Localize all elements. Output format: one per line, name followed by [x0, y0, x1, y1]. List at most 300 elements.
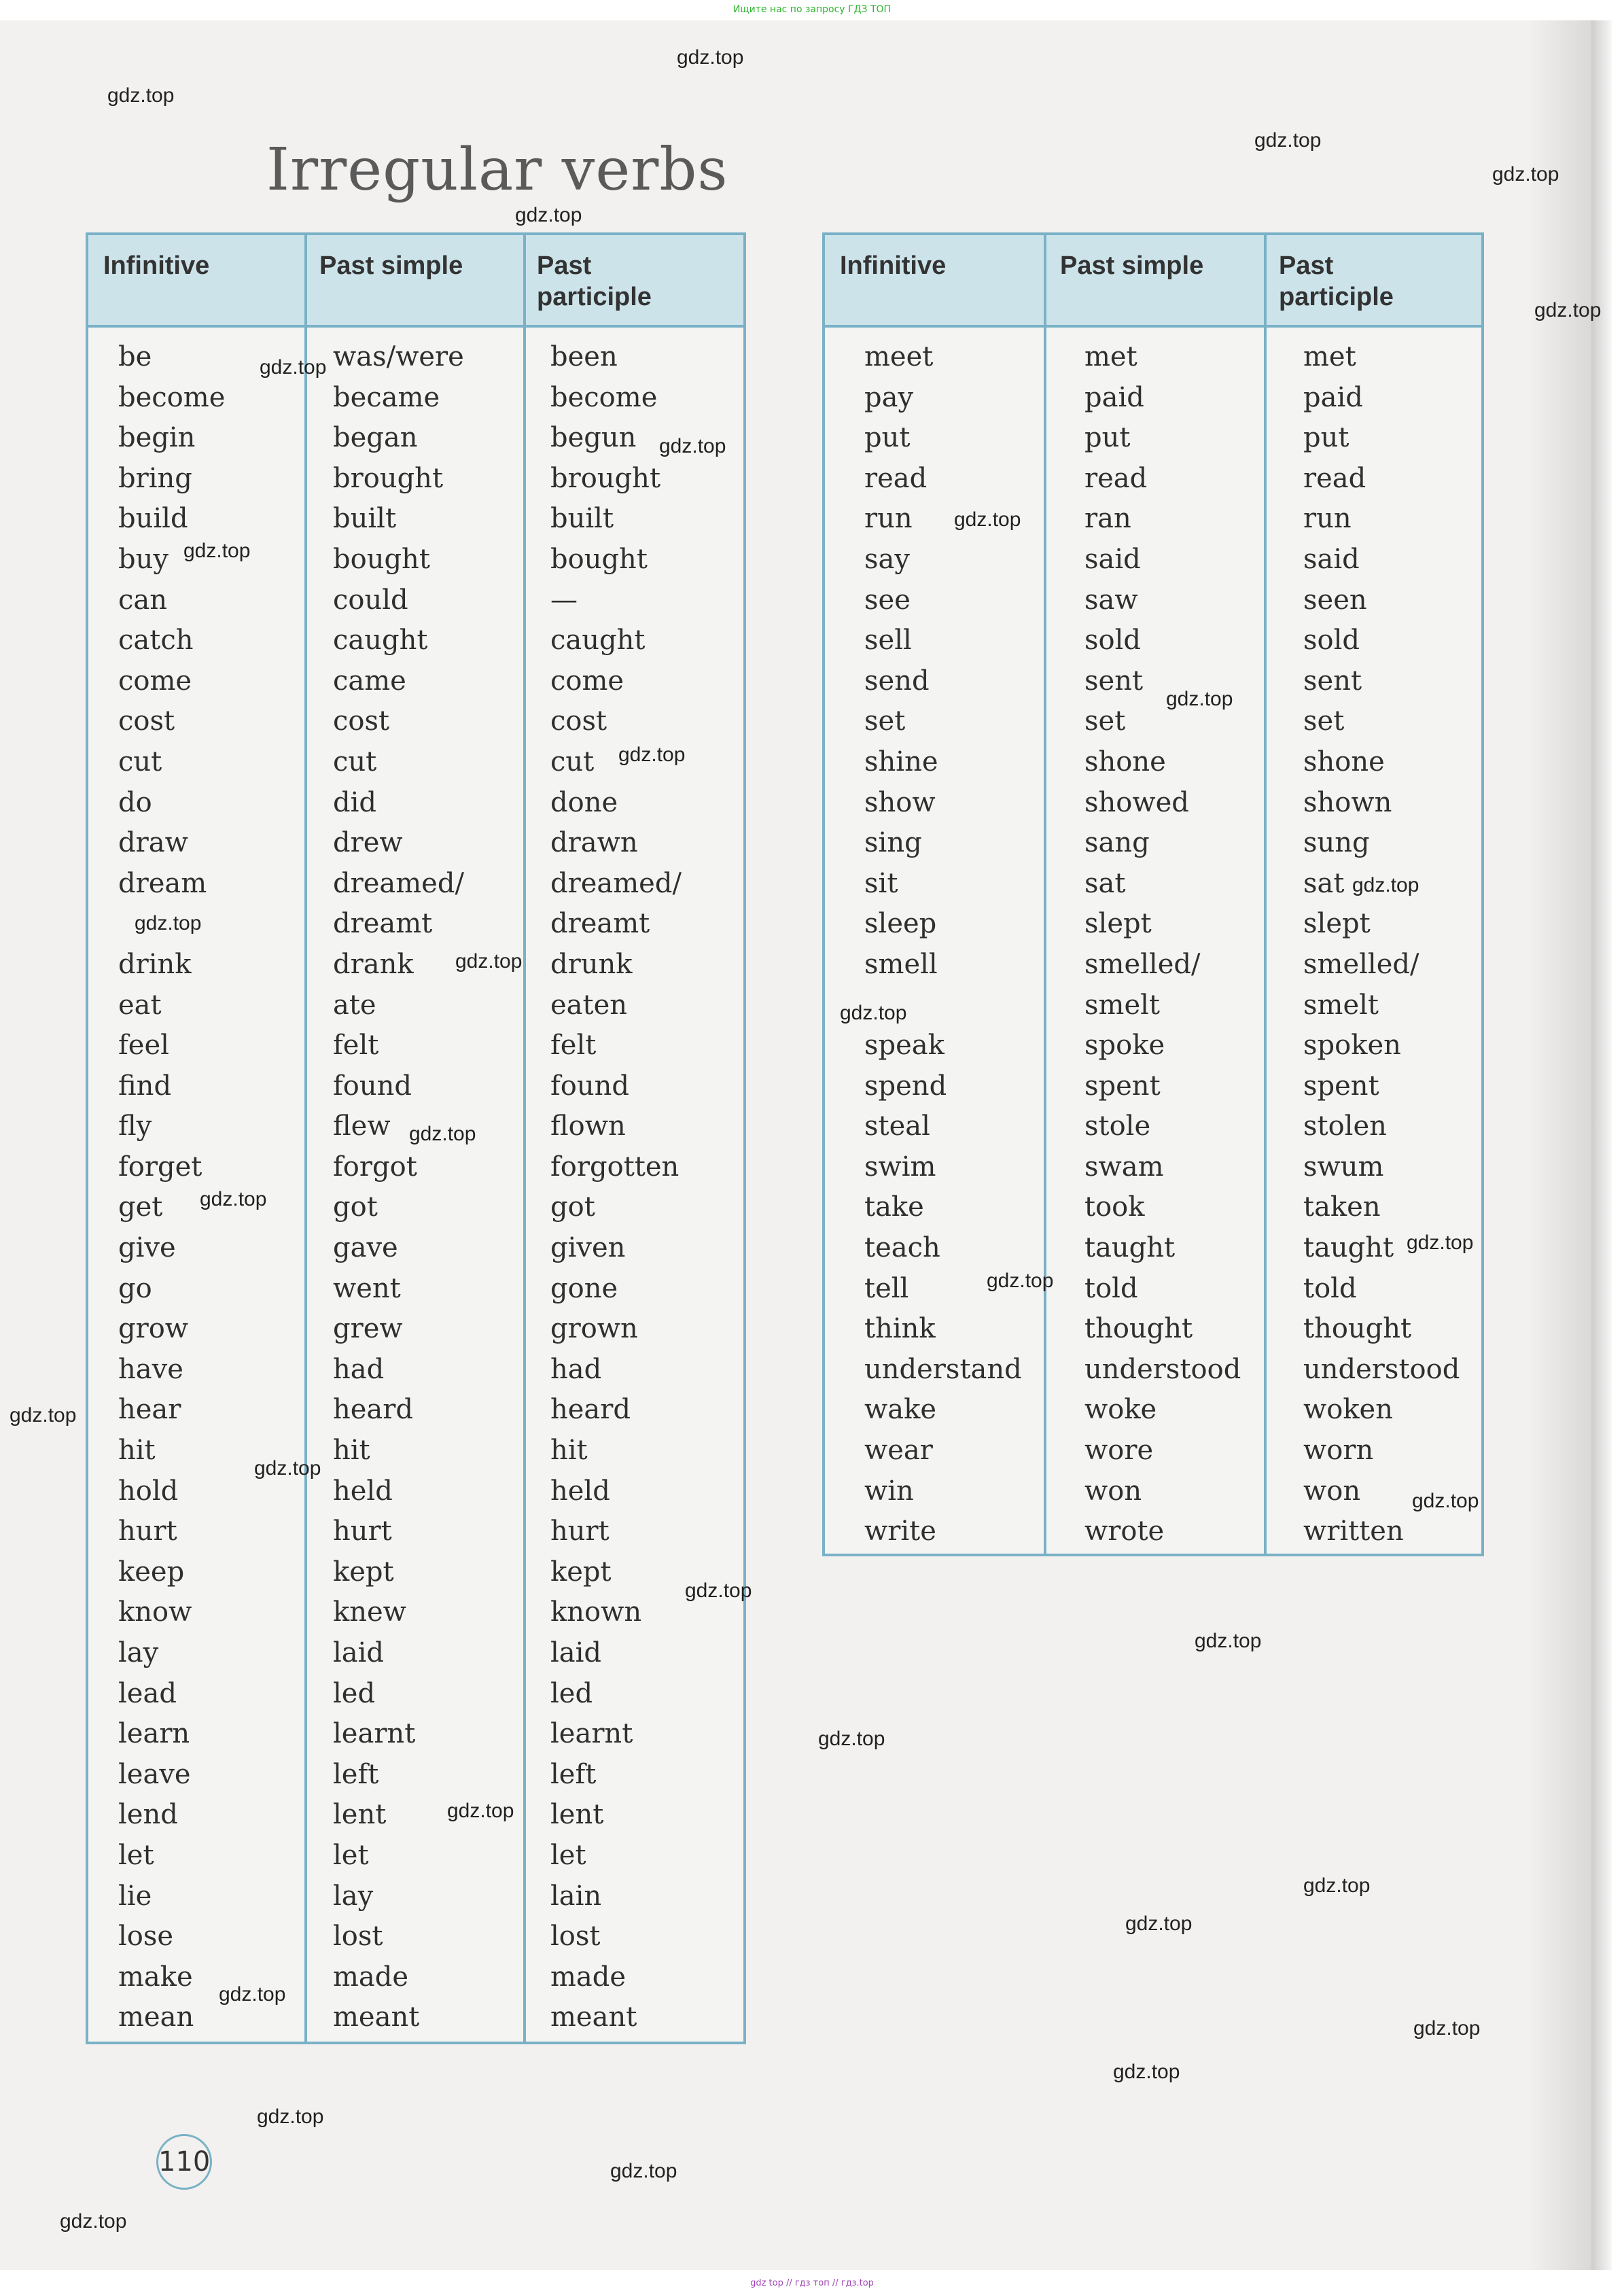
verb-row	[88, 1187, 743, 1228]
verb-row	[825, 580, 1481, 621]
verb-row	[88, 459, 743, 500]
watermark-text: gdz.top	[1407, 1231, 1474, 1254]
page-edge-shadow	[1591, 20, 1612, 2270]
cell-past-participle: eaten	[550, 989, 628, 1021]
cell-past-simple: dreamed/	[333, 867, 464, 899]
cell-infinitive: make	[118, 1961, 193, 1993]
cell-past-simple: found	[333, 1070, 412, 1102]
cell-past-participle: forgotten	[550, 1151, 679, 1183]
cell-past-simple: sat	[1084, 867, 1126, 899]
cell-infinitive: come	[118, 665, 192, 697]
verb-row	[825, 701, 1481, 742]
cell-past-simple: woke	[1084, 1394, 1157, 1426]
cell-past-simple: won	[1084, 1475, 1142, 1507]
cell-infinitive: know	[118, 1596, 192, 1628]
verb-row	[825, 1066, 1481, 1107]
cell-past-participle: lost	[550, 1921, 601, 1953]
verb-row	[88, 1350, 743, 1391]
watermark-text: gdz.top	[200, 1188, 267, 1210]
cell-infinitive: can	[118, 584, 168, 616]
cell-infinitive: set	[864, 705, 906, 737]
cell-infinitive: steal	[864, 1110, 930, 1142]
watermark-text: gdz.top	[840, 1002, 907, 1024]
verb-row	[88, 1228, 743, 1269]
cell-past-simple: lent	[333, 1799, 387, 1831]
watermark-text: gdz.top	[685, 1579, 752, 1602]
verb-row	[88, 783, 743, 824]
cell-past-participle: met	[1303, 341, 1356, 372]
cell-past-participle: drawn	[550, 827, 638, 859]
page-number: 110	[156, 2134, 212, 2190]
verb-row	[825, 1309, 1481, 1350]
verb-row	[88, 1309, 743, 1350]
cell-infinitive: grow	[118, 1313, 189, 1345]
cell-past-simple: could	[333, 584, 408, 616]
cell-infinitive: sit	[864, 867, 898, 899]
header-past-participle	[1279, 250, 1394, 313]
cell-past-simple: caught	[333, 625, 428, 657]
verb-row	[825, 378, 1481, 419]
cell-infinitive: speak	[864, 1030, 945, 1062]
cell-infinitive: leave	[118, 1758, 191, 1790]
cell-infinitive: buy	[118, 543, 169, 575]
verb-row	[825, 1026, 1481, 1066]
verb-row	[88, 1147, 743, 1188]
cell-past-participle: shone	[1303, 746, 1385, 777]
cell-infinitive: spend	[864, 1070, 947, 1102]
cell-infinitive: tell	[864, 1272, 909, 1304]
verb-row	[88, 1836, 743, 1876]
cell-past-participle: been	[550, 341, 618, 372]
cell-past-simple: gave	[333, 1232, 398, 1264]
cell-past-participle: paid	[1303, 381, 1363, 413]
cell-past-simple: hurt	[333, 1516, 392, 1547]
verb-row	[88, 1957, 743, 1998]
cell-past-simple: put	[1084, 422, 1131, 454]
watermark-text: gdz.top	[987, 1270, 1054, 1292]
cell-past-participle: let	[550, 1839, 586, 1871]
cell-past-simple: lost	[333, 1921, 383, 1953]
verb-row	[88, 1511, 743, 1552]
cell-past-simple: forgot	[333, 1151, 417, 1183]
cell-past-simple: taught	[1084, 1232, 1176, 1264]
cell-past-participle: woken	[1303, 1394, 1393, 1426]
cell-past-participle: dreamt	[550, 908, 650, 940]
cell-infinitive: eat	[118, 989, 162, 1021]
cell-past-simple: hit	[333, 1435, 370, 1467]
cell-infinitive: wear	[864, 1435, 933, 1467]
cell-infinitive: find	[118, 1070, 172, 1102]
verb-row	[825, 1390, 1481, 1431]
verb-row	[825, 661, 1481, 702]
verb-row	[88, 985, 743, 1026]
cell-past-simple: swam	[1084, 1151, 1164, 1183]
verb-row	[825, 783, 1481, 824]
verb-row	[825, 620, 1481, 661]
cell-past-simple: sang	[1084, 827, 1150, 859]
cell-infinitive: smell	[864, 948, 938, 980]
cell-past-simple: took	[1084, 1191, 1145, 1223]
cell-infinitive: run	[864, 503, 913, 535]
cell-past-participle: run	[1303, 503, 1352, 535]
cell-past-simple: was/were	[333, 341, 464, 372]
verb-row	[88, 823, 743, 864]
header-past-participle-line1: Past	[1279, 251, 1334, 280]
cell-infinitive: lead	[118, 1677, 177, 1709]
cell-infinitive: begin	[118, 422, 196, 454]
cell-past-participle: slept	[1303, 908, 1371, 940]
cell-infinitive: win	[864, 1475, 914, 1507]
verb-row	[88, 1431, 743, 1471]
cell-past-participle: spent	[1303, 1070, 1379, 1102]
verb-row	[825, 1511, 1481, 1552]
cell-past-participle: shown	[1303, 786, 1392, 818]
cell-past-participle: known	[550, 1596, 642, 1628]
cell-infinitive: give	[118, 1232, 176, 1264]
cell-past-simple: drew	[333, 827, 403, 859]
verb-row	[88, 661, 743, 702]
watermark-text: gdz.top	[1492, 163, 1559, 186]
cell-infinitive: meet	[864, 341, 934, 372]
verb-row	[825, 742, 1481, 783]
cell-past-simple: left	[333, 1758, 379, 1790]
cell-infinitive: lie	[118, 1880, 152, 1912]
cell-past-participle: worn	[1303, 1435, 1374, 1467]
watermark-text: gdz.top	[183, 540, 251, 562]
cell-past-participle: spoken	[1303, 1030, 1401, 1062]
cell-past-participle: kept	[550, 1556, 612, 1588]
cell-past-simple: dreamt	[333, 908, 433, 940]
cell-infinitive: have	[118, 1353, 183, 1385]
cell-past-simple: meant	[333, 2001, 420, 2033]
cell-past-simple: did	[333, 786, 377, 818]
cell-infinitive: drink	[118, 948, 192, 980]
cell-past-participle: taught	[1303, 1232, 1394, 1264]
cell-past-participle: found	[550, 1070, 630, 1102]
verb-row	[825, 459, 1481, 500]
cell-infinitive: sell	[864, 625, 912, 657]
cell-infinitive: get	[118, 1191, 163, 1223]
cell-infinitive: cost	[118, 705, 175, 737]
cell-infinitive: wake	[864, 1394, 936, 1426]
watermark-text: gdz.top	[1195, 1630, 1262, 1652]
watermark-text: gdz.top	[254, 1457, 321, 1480]
cell-infinitive: bring	[118, 462, 192, 494]
cell-infinitive: say	[864, 543, 910, 575]
cell-past-simple: saw	[1084, 584, 1138, 616]
cell-past-participle: smelled/	[1303, 948, 1419, 980]
cell-infinitive: understand	[864, 1353, 1022, 1385]
cell-infinitive: go	[118, 1272, 152, 1304]
verb-row	[825, 1147, 1481, 1188]
cell-past-simple: began	[333, 422, 418, 454]
cell-past-simple: thought	[1084, 1313, 1193, 1345]
cell-past-simple: read	[1084, 462, 1148, 494]
cell-past-simple: felt	[333, 1030, 379, 1062]
cell-past-participle: flown	[550, 1110, 626, 1142]
cell-past-participle: won	[1303, 1475, 1361, 1507]
cell-infinitive: think	[864, 1313, 936, 1345]
verb-row	[825, 1471, 1481, 1512]
cell-infinitive: let	[118, 1839, 154, 1871]
cell-infinitive: swim	[864, 1151, 936, 1183]
cell-past-simple: wore	[1084, 1435, 1154, 1467]
cell-past-simple: told	[1084, 1272, 1138, 1304]
watermark-text: gdz.top	[610, 2160, 677, 2182]
table-header	[88, 235, 743, 328]
cell-past-simple: laid	[333, 1637, 385, 1668]
watermark-text: gdz.top	[257, 2105, 324, 2128]
cell-infinitive: pay	[864, 381, 914, 413]
cell-past-participle: said	[1303, 543, 1360, 575]
cell-past-simple: sold	[1084, 625, 1142, 657]
cell-past-simple: slept	[1084, 908, 1152, 940]
cell-past-simple: met	[1084, 341, 1137, 372]
watermark-text: gdz.top	[409, 1123, 476, 1145]
cell-past-simple: bought	[333, 543, 430, 575]
cell-infinitive: lend	[118, 1799, 178, 1831]
cell-past-participle: told	[1303, 1272, 1357, 1304]
header-past-participle	[537, 250, 652, 313]
cell-past-simple: led	[333, 1677, 376, 1709]
verb-row	[825, 985, 1481, 1026]
cell-past-participle: thought	[1303, 1313, 1412, 1345]
cell-past-participle: heard	[550, 1394, 631, 1426]
cell-past-participle: learnt	[550, 1718, 633, 1750]
verb-row	[825, 337, 1481, 378]
cell-past-participle: cost	[550, 705, 607, 737]
cell-past-simple: held	[333, 1475, 393, 1507]
verb-row	[88, 1552, 743, 1593]
watermark-text: gdz.top	[1125, 1912, 1193, 1935]
watermark-text: gdz.top	[677, 46, 744, 69]
watermark-text: gdz.top	[1413, 2017, 1481, 2040]
cell-past-simple: shone	[1084, 746, 1166, 777]
verb-list-right	[825, 337, 1481, 1552]
cell-past-simple: made	[333, 1961, 409, 1993]
watermark-text: gdz.top	[1254, 129, 1322, 152]
cell-infinitive: show	[864, 786, 936, 818]
cell-past-simple: got	[333, 1191, 378, 1223]
verb-row	[825, 904, 1481, 945]
verb-row	[88, 1026, 743, 1066]
verb-row	[88, 1917, 743, 1957]
table-header	[825, 235, 1481, 328]
cell-infinitive: lose	[118, 1921, 174, 1953]
cell-past-simple: stole	[1084, 1110, 1151, 1142]
cell-past-simple: cost	[333, 705, 390, 737]
verb-row	[88, 1633, 743, 1674]
cell-past-participle: put	[1303, 422, 1349, 454]
cell-infinitive: fly	[118, 1110, 152, 1142]
cell-infinitive: read	[864, 462, 928, 494]
verb-row	[88, 1876, 743, 1917]
cell-infinitive: take	[864, 1191, 924, 1223]
cell-infinitive: be	[118, 341, 152, 372]
verb-row	[825, 540, 1481, 580]
verb-row	[88, 1592, 743, 1633]
cell-infinitive: teach	[864, 1232, 940, 1264]
top-search-note[interactable]: Ищите нас по запросу ГДЗ ТОП	[732, 4, 892, 15]
verb-row	[825, 945, 1481, 985]
cell-past-simple: came	[333, 665, 406, 697]
cell-past-participle: caught	[550, 625, 646, 657]
cell-infinitive: mean	[118, 2001, 194, 2033]
verb-row	[825, 1269, 1481, 1310]
cell-past-participle: held	[550, 1475, 610, 1507]
cell-past-participle: understood	[1303, 1353, 1460, 1385]
watermark-text: gdz.top	[1113, 2061, 1180, 2083]
watermark-text: gdz.top	[107, 84, 175, 107]
cell-past-participle: sat	[1303, 867, 1345, 899]
cell-past-participle: grown	[550, 1313, 638, 1345]
cell-past-simple: sent	[1084, 665, 1144, 697]
cell-past-simple: built	[333, 503, 397, 535]
cell-past-simple: grew	[333, 1313, 403, 1345]
bottom-note[interactable]: gdz top // гдз топ // гдз.top	[750, 2278, 874, 2288]
watermark-text: gdz.top	[260, 356, 327, 379]
watermark-text: gdz.top	[447, 1800, 514, 1822]
header-past-simple: Past simple	[319, 251, 463, 280]
verb-row	[825, 1187, 1481, 1228]
verb-row	[88, 1997, 743, 2038]
cell-past-participle: hit	[550, 1435, 588, 1467]
watermark-text: gdz.top	[1303, 1874, 1371, 1897]
cell-past-participle: taken	[1303, 1191, 1381, 1223]
verb-row	[825, 1228, 1481, 1269]
cell-past-simple: ran	[1084, 503, 1131, 535]
cell-past-participle: given	[550, 1232, 626, 1264]
cell-past-simple: became	[333, 381, 440, 413]
cell-past-simple: let	[333, 1839, 369, 1871]
watermark-text: gdz.top	[1166, 688, 1233, 710]
cell-past-participle: brought	[550, 462, 661, 494]
cell-past-participle: begun	[550, 422, 637, 454]
cell-infinitive: sing	[864, 827, 922, 859]
watermark-text: gdz.top	[818, 1728, 885, 1750]
cell-past-simple: learnt	[333, 1718, 416, 1750]
verb-row	[88, 701, 743, 742]
verb-row	[825, 1350, 1481, 1391]
cell-past-simple: wrote	[1084, 1516, 1165, 1547]
watermark-text: gdz.top	[618, 744, 686, 766]
cell-past-simple: set	[1084, 705, 1126, 737]
header-past-simple: Past simple	[1060, 251, 1204, 280]
cell-past-participle: built	[550, 503, 614, 535]
verb-row	[88, 1755, 743, 1796]
verb-row	[88, 499, 743, 540]
cell-infinitive: put	[864, 422, 911, 454]
verb-row	[88, 337, 743, 378]
cell-past-simple: kept	[333, 1556, 394, 1588]
cell-past-participle: lent	[550, 1799, 604, 1831]
cell-past-participle: got	[550, 1191, 595, 1223]
cell-infinitive: dream	[118, 867, 207, 899]
verb-row	[825, 1106, 1481, 1147]
cell-past-participle: meant	[550, 2001, 637, 2033]
cell-past-participle: swum	[1303, 1151, 1384, 1183]
watermark-text: gdz.top	[1534, 299, 1602, 321]
cell-infinitive: sleep	[864, 908, 937, 940]
cell-past-participle: gone	[550, 1272, 618, 1304]
verb-row	[88, 418, 743, 459]
watermark-text: gdz.top	[954, 508, 1021, 531]
cell-past-simple: had	[333, 1353, 385, 1385]
cell-past-simple: ate	[333, 989, 376, 1021]
cell-past-simple: flew	[333, 1110, 391, 1142]
cell-infinitive: feel	[118, 1030, 169, 1062]
cell-past-participle: made	[550, 1961, 626, 1993]
watermark-text: gdz.top	[659, 435, 726, 457]
cell-past-participle: drunk	[550, 948, 633, 980]
cell-infinitive: hit	[118, 1435, 156, 1467]
cell-past-participle: sold	[1303, 625, 1360, 657]
verb-row	[825, 418, 1481, 459]
verb-row	[88, 1714, 743, 1755]
verb-row	[88, 864, 743, 905]
cell-past-simple: spent	[1084, 1070, 1161, 1102]
cell-past-participle: bought	[550, 543, 648, 575]
header-infinitive: Infinitive	[840, 251, 947, 280]
cell-past-participle: come	[550, 665, 624, 697]
cell-infinitive: catch	[118, 625, 194, 657]
verb-row	[88, 378, 743, 419]
cell-infinitive: write	[864, 1516, 936, 1547]
cell-infinitive: become	[118, 381, 226, 413]
cell-infinitive: hurt	[118, 1516, 177, 1547]
cell-past-participle: hurt	[550, 1516, 610, 1547]
watermark-text: gdz.top	[219, 1983, 286, 2006]
cell-past-simple: cut	[333, 746, 377, 777]
verb-row	[88, 1795, 743, 1836]
verb-list-left	[88, 337, 743, 2038]
cell-past-simple: went	[333, 1272, 401, 1304]
cell-past-participle: sung	[1303, 827, 1370, 859]
watermark-text: gdz.top	[10, 1404, 77, 1427]
watermark-text: gdz.top	[455, 950, 523, 973]
verb-row	[88, 620, 743, 661]
cell-infinitive: hear	[118, 1394, 181, 1426]
cell-infinitive: learn	[118, 1718, 190, 1750]
cell-past-simple: lay	[333, 1880, 374, 1912]
cell-infinitive: forget	[118, 1151, 202, 1183]
cell-past-participle: read	[1303, 462, 1366, 494]
cell-infinitive: cut	[118, 746, 162, 777]
cell-past-simple: smelt	[1084, 989, 1160, 1021]
cell-infinitive: shine	[864, 746, 938, 777]
cell-past-participle: written	[1303, 1516, 1404, 1547]
cell-past-participle: cut	[550, 746, 595, 777]
cell-past-simple: heard	[333, 1394, 414, 1426]
cell-past-participle: sent	[1303, 665, 1362, 697]
cell-infinitive: keep	[118, 1556, 185, 1588]
cell-past-participle: felt	[550, 1030, 597, 1062]
cell-past-participle: led	[550, 1677, 593, 1709]
cell-infinitive: see	[864, 584, 911, 616]
header-past-participle-line2: participle	[537, 283, 652, 311]
watermark-text: gdz.top	[135, 912, 202, 934]
header-past-participle-line1: Past	[537, 251, 592, 280]
cell-past-participle: lain	[550, 1880, 602, 1912]
cell-infinitive: do	[118, 786, 152, 818]
cell-past-participle: stolen	[1303, 1110, 1387, 1142]
watermark-text: gdz.top	[1412, 1490, 1479, 1512]
cell-infinitive: draw	[118, 827, 188, 859]
verb-row	[88, 1674, 743, 1715]
cell-past-simple: understood	[1084, 1353, 1241, 1385]
cell-past-participle: smelt	[1303, 989, 1379, 1021]
cell-past-simple: knew	[333, 1596, 406, 1628]
